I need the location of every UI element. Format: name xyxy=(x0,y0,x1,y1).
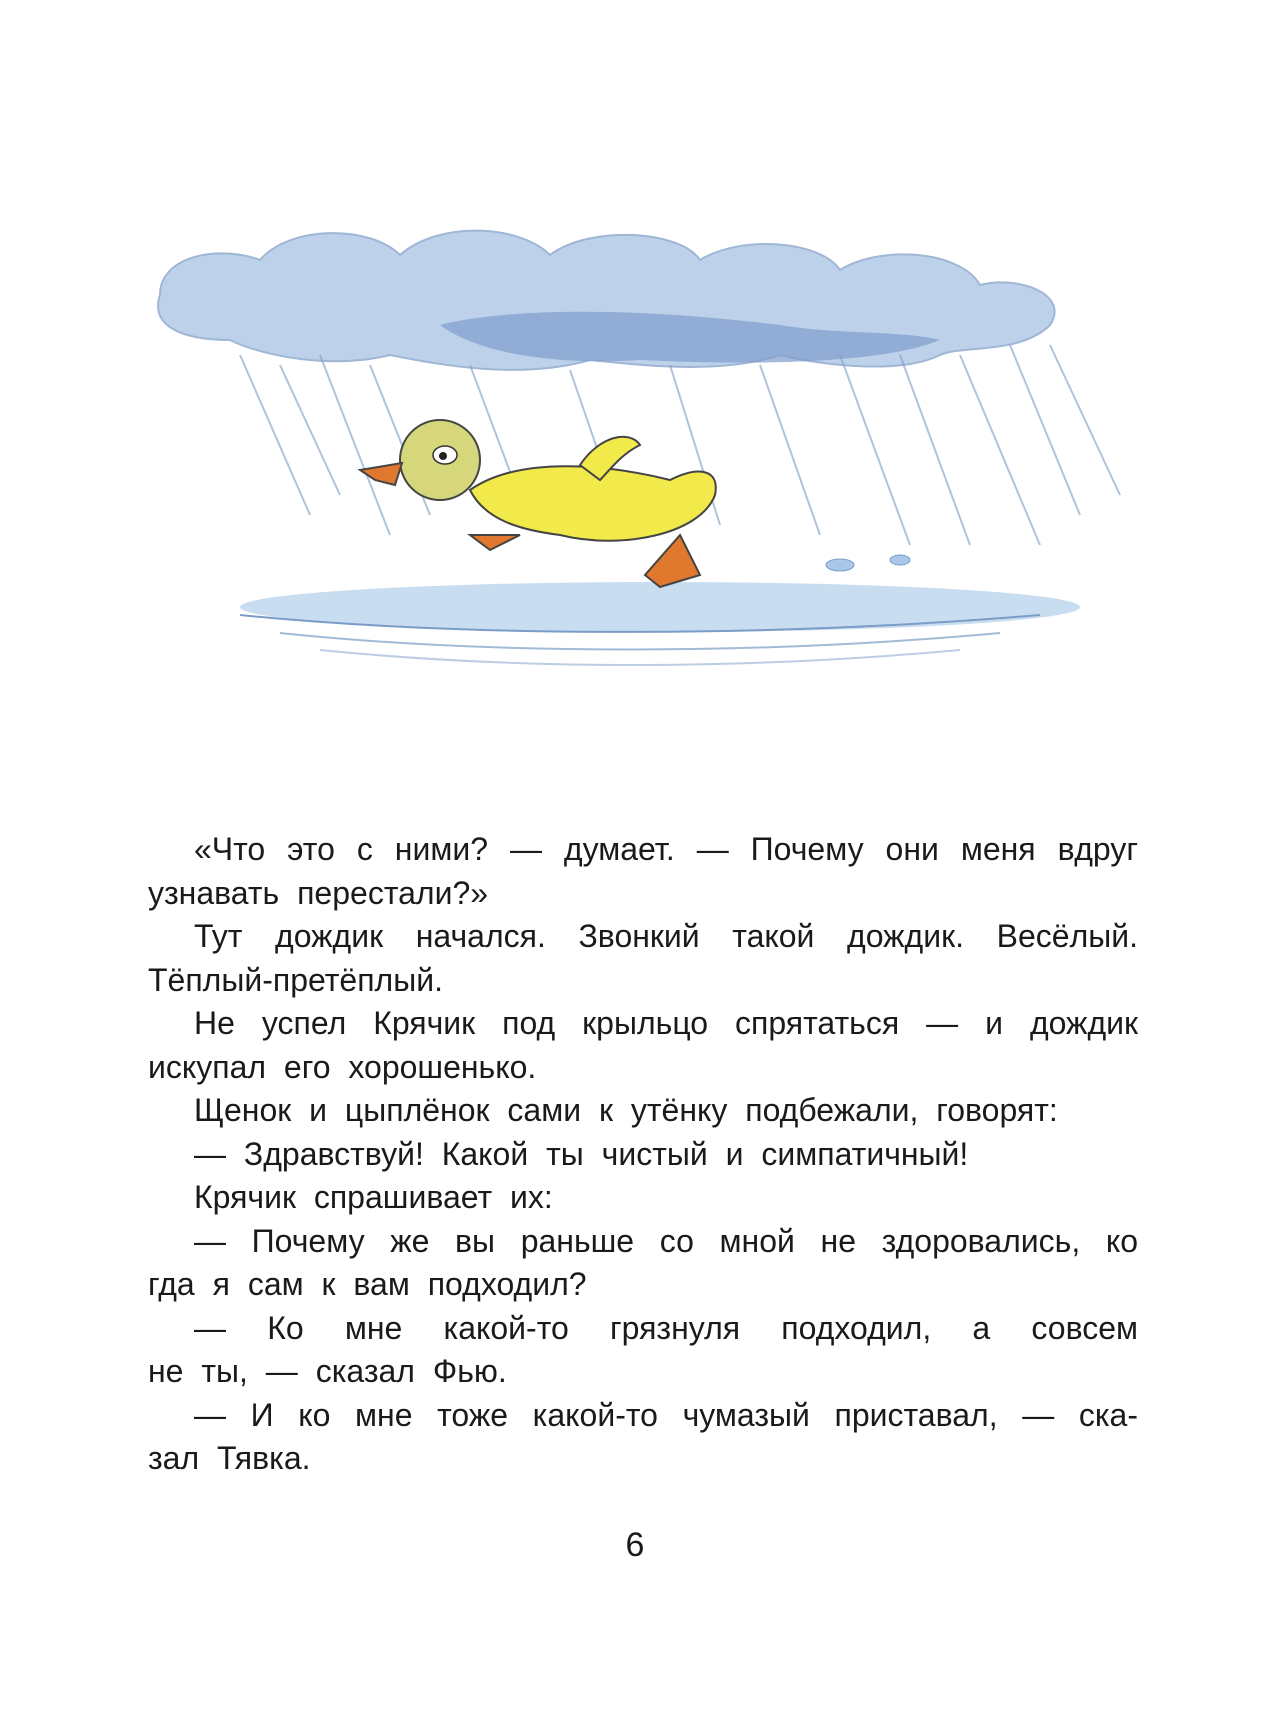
duckling-rain-illustration xyxy=(140,215,1140,735)
story-line: гда я сам к вам подходил? xyxy=(148,1266,587,1302)
story-line: узнавать перестали?» xyxy=(148,874,489,911)
story-line: искупал его хорошенько. xyxy=(148,1048,537,1085)
story-line: Не успел Крячик под крыльцо спрятаться — и дождик xyxy=(194,1005,1138,1041)
story-line: Крячик спрашивает их: xyxy=(194,1179,553,1215)
story-line: «Что это с ними? — думает. — Почему они меня вдруг xyxy=(194,831,1138,867)
duckling xyxy=(360,420,716,587)
story-line: зал Тявка. xyxy=(148,1440,311,1476)
story-line: — Ко мне какой-то грязнуля подходил, а совсем xyxy=(194,1309,1138,1346)
story-line: Щенок и цыплёнок сами к утёнку подбежали, говорят: xyxy=(194,1092,1058,1128)
story-line: — И ко мне тоже какой-то чумазый приставал, — ска- xyxy=(194,1396,1138,1433)
story-line: Тёплый-претёплый. xyxy=(148,961,443,998)
story-line: — Почему же вы раньше со мной не здоровались, ко xyxy=(194,1222,1138,1259)
page-number: 6 xyxy=(625,1526,645,1564)
story-text xyxy=(148,828,1138,1481)
story-line: Тут дождик начался. Звонкий такой дождик. Весёлый. xyxy=(194,918,1138,954)
story-line: — Здравствуй! Какой ты чистый и симпатичный! xyxy=(194,1135,969,1172)
story-line: не ты, — сказал Фью. xyxy=(148,1353,507,1389)
cloud-shape xyxy=(158,231,1054,370)
